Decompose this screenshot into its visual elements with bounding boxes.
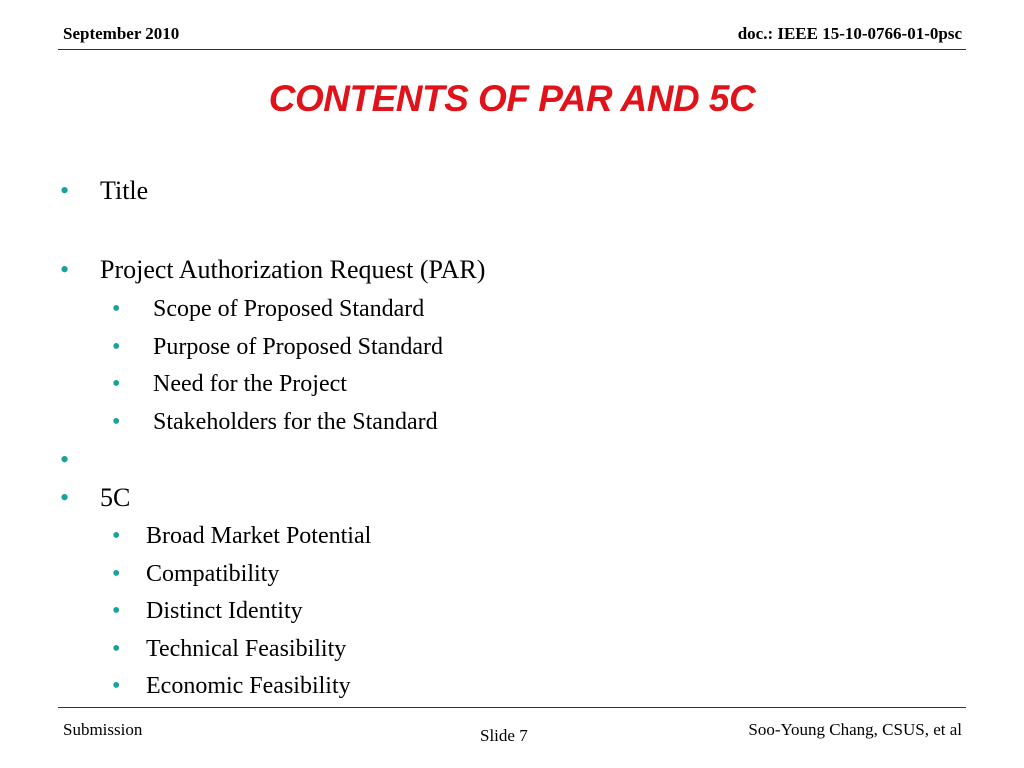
list-item [60, 255, 485, 285]
bullet-icon: • [112, 561, 121, 587]
bullet-icon: • [112, 334, 121, 360]
list-item-text: Economic Feasibility [146, 673, 351, 699]
list-item [112, 371, 347, 398]
bullet-icon: • [112, 636, 121, 662]
footer-authors: Soo-Young Chang, CSUS, et al [748, 720, 962, 739]
bullet-icon: • [112, 598, 121, 624]
bullet-icon: • [112, 371, 121, 397]
bullet-icon: • [60, 445, 70, 474]
bullet-icon: • [112, 409, 121, 435]
list-item-text: Need for the Project [153, 371, 347, 397]
header-doc-id: doc.: IEEE 15-10-0766-01-0psc [737, 24, 962, 43]
bullet-icon: • [60, 483, 70, 512]
header-date: September 2010 [63, 24, 180, 43]
bullet-icon: • [112, 296, 121, 322]
bullet-icon: • [60, 255, 70, 284]
list-item-text: 5C [100, 483, 131, 512]
list-item-text: Compatibility [146, 561, 280, 587]
header-divider [58, 49, 966, 50]
bullet-icon: • [112, 673, 121, 699]
list-item [112, 409, 438, 436]
list-item-text: Stakeholders for the Standard [153, 409, 438, 435]
list-item-text: Technical Feasibility [146, 636, 347, 662]
bullet-icon: • [112, 523, 121, 549]
list-item [112, 673, 351, 700]
footer-submission: Submission [63, 720, 143, 739]
list-item [112, 636, 346, 663]
footer-divider [58, 707, 966, 708]
list-item [112, 598, 303, 625]
list-item-text: Broad Market Potential [146, 523, 372, 549]
list-item-text: Distinct Identity [146, 598, 303, 624]
list-item [112, 334, 443, 361]
list-item-text: Scope of Proposed Standard [153, 296, 425, 322]
list-item [112, 523, 371, 550]
list-item-text: Project Authorization Request (PAR) [100, 255, 486, 284]
list-item [60, 483, 130, 513]
list-item-empty [60, 445, 100, 475]
list-item-text: Title [100, 176, 149, 205]
slide-title: CONTENTS OF PAR AND 5C [268, 78, 756, 119]
slide-number: Slide 7 [480, 726, 528, 745]
list-item [112, 561, 279, 588]
list-item [112, 296, 424, 323]
list-item-text: Purpose of Proposed Standard [153, 334, 443, 360]
bullet-icon: • [60, 176, 70, 205]
list-item [60, 176, 148, 206]
